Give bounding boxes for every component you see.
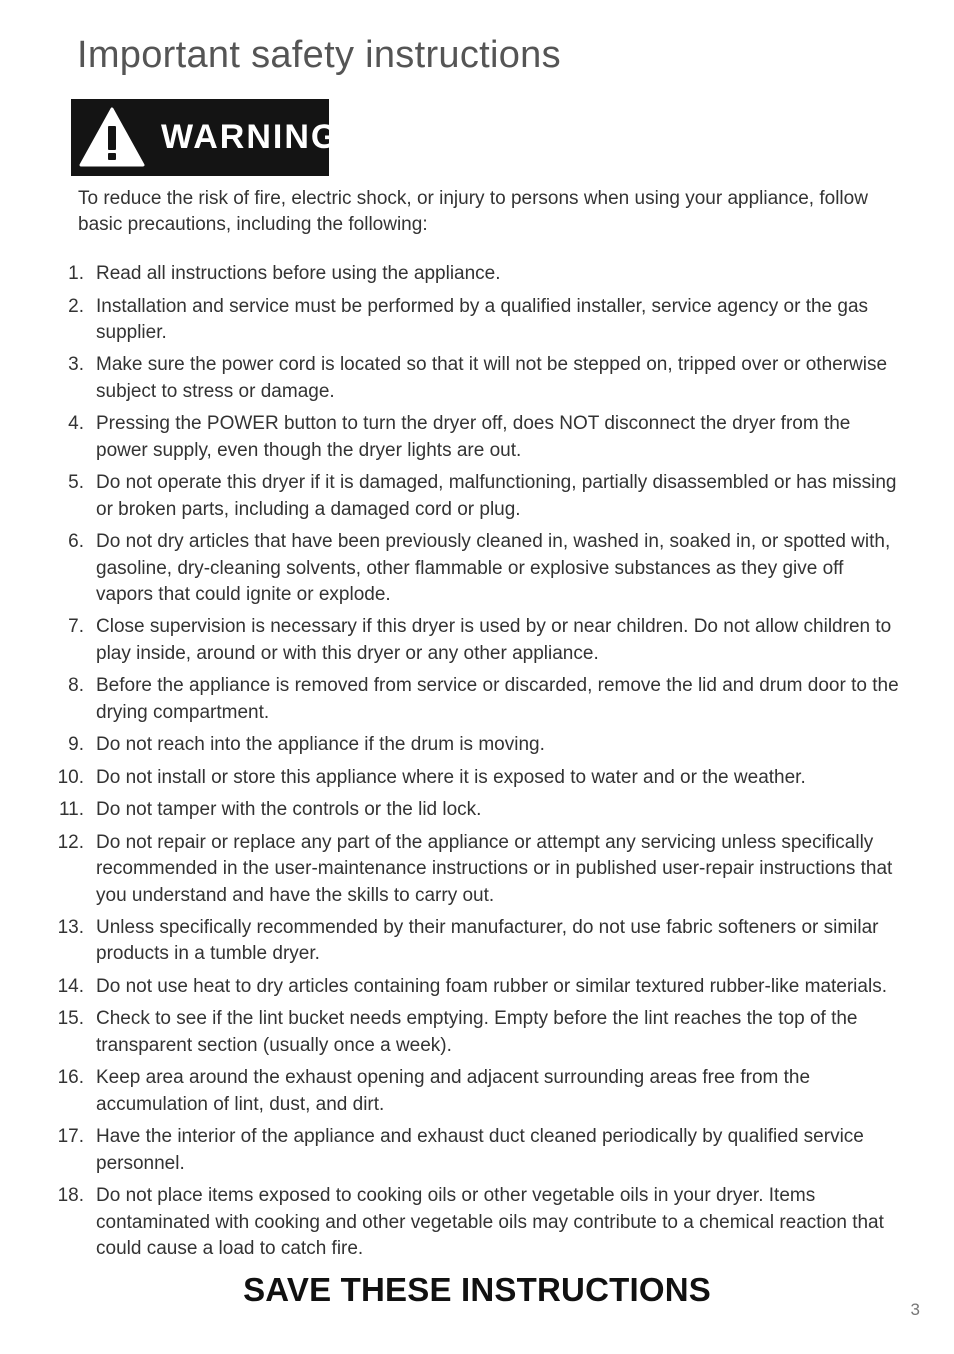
- list-item: [50, 732, 902, 758]
- warning-banner: [71, 99, 340, 176]
- warning-label: WARNING: [161, 118, 340, 156]
- list-item-number: 8.: [68, 675, 84, 697]
- list-item-text: Read all instructions before using the appliance.: [96, 263, 501, 284]
- list-item: [50, 1006, 902, 1059]
- list-item-text: Do not repair or replace any part of the appliance or attempt any servicing unless specifically recommended in the user-maintenance instructions or in published user-repair instructions that you understand and have the skills to carry out.: [96, 831, 893, 906]
- list-item-number: 18.: [57, 1185, 84, 1207]
- list-item-text: Do not reach into the appliance if the drum is moving.: [96, 734, 545, 756]
- list-item-number: 15.: [57, 1008, 84, 1030]
- list-item-number: 5.: [68, 472, 84, 494]
- instructions-list: [50, 261, 902, 1269]
- list-item-text: Do not operate this dryer if it is damaged, malfunctioning, partially disassembled or has missing or broken parts, including a damaged cord or plug.: [96, 472, 897, 520]
- list-item-number: 4.: [68, 413, 84, 435]
- list-item-number: 2.: [68, 295, 84, 317]
- list-item: [50, 411, 902, 464]
- list-item-number: 17.: [57, 1126, 84, 1148]
- list-item-number: 6.: [68, 531, 84, 553]
- list-item-number: 1.: [68, 263, 84, 284]
- list-item: [50, 529, 902, 608]
- list-item-number: 12.: [57, 831, 84, 853]
- list-item-text: Installation and service must be performed by a qualified installer, service agency or the gas supplier.: [96, 295, 869, 343]
- list-item-text: Do not tamper with the controls or the lid lock.: [96, 799, 482, 821]
- list-item: [50, 470, 902, 523]
- list-item-number: 9.: [68, 734, 84, 756]
- page-title: Important safety instructions: [77, 34, 561, 76]
- list-item-text: Have the interior of the appliance and exhaust duct cleaned periodically by qualified service personnel.: [96, 1126, 864, 1174]
- list-item: [50, 830, 902, 909]
- list-item-text: Unless specifically recommended by their manufacturer, do not use fabric softeners or similar products in a tumble dryer.: [96, 917, 879, 965]
- intro-paragraph: To reduce the risk of fire, electric shock, or injury to persons when using your appliance, follow basic precautions, including the following:: [78, 188, 868, 235]
- list-item: [50, 1065, 902, 1118]
- list-item: [50, 261, 902, 287]
- save-instructions-heading: SAVE THESE INSTRUCTIONS: [243, 1271, 711, 1308]
- list-item-text: Do not dry articles that have been previously cleaned in, washed in, soaked in, or spotted with, gasoline, dry-cleaning solvents, other flammable or explosive substances as they give off vapors that could ignite or explode.: [96, 531, 891, 605]
- list-item: [50, 797, 902, 823]
- page-number: 3: [910, 1300, 920, 1319]
- list-item: [50, 352, 902, 405]
- list-item-text: Keep area around the exhaust opening and adjacent surrounding areas free from the accumulation of lint, dust, and dirt.: [96, 1067, 811, 1115]
- list-item: [50, 673, 902, 726]
- list-item-text: Before the appliance is removed from service or discarded, remove the lid and drum door to the drying compartment.: [96, 675, 899, 723]
- list-item-text: Pressing the POWER button to turn the dryer off, does NOT disconnect the dryer from the power supply, even though the dryer lights are out.: [96, 413, 851, 461]
- list-item-text: Do not install or store this appliance where it is exposed to water and or the weather.: [96, 766, 806, 788]
- warning-triangle-icon: [79, 107, 145, 167]
- list-item-number: 16.: [57, 1067, 84, 1089]
- list-item: [50, 294, 902, 347]
- list-item-number: 3.: [68, 354, 84, 376]
- list-item-text: Check to see if the lint bucket needs emptying. Empty before the lint reaches the top of the transparent section (usually once a week).: [96, 1008, 858, 1056]
- list-item: [50, 974, 902, 1000]
- list-item: [50, 765, 902, 791]
- list-item-text: Make sure the power cord is located so that it will not be stepped on, tripped over or otherwise subject to stress or damage.: [96, 354, 888, 402]
- list-item-number: 14.: [57, 975, 84, 997]
- list-item-number: 11.: [58, 799, 84, 821]
- list-item-text: Do not use heat to dry articles containing foam rubber or similar textured rubber-like materials.: [96, 975, 887, 997]
- list-item-text: Close supervision is necessary if this dryer is used by or near children. Do not allow children to play inside, around or with this dryer or any other appliance.: [96, 616, 892, 664]
- list-item: [50, 1183, 902, 1262]
- list-item-text: Do not place items exposed to cooking oils or other vegetable oils in your dryer. Items contaminated with cooking and other vegetable oils may contribute to a chemical reaction that could cause a load to catch fire.: [96, 1185, 884, 1259]
- list-item-number: 7.: [68, 616, 84, 638]
- list-item: [50, 915, 902, 968]
- list-item-number: 13.: [57, 917, 84, 939]
- list-item: [50, 614, 902, 667]
- list-item: [50, 1124, 902, 1177]
- list-item-number: 10.: [57, 766, 84, 788]
